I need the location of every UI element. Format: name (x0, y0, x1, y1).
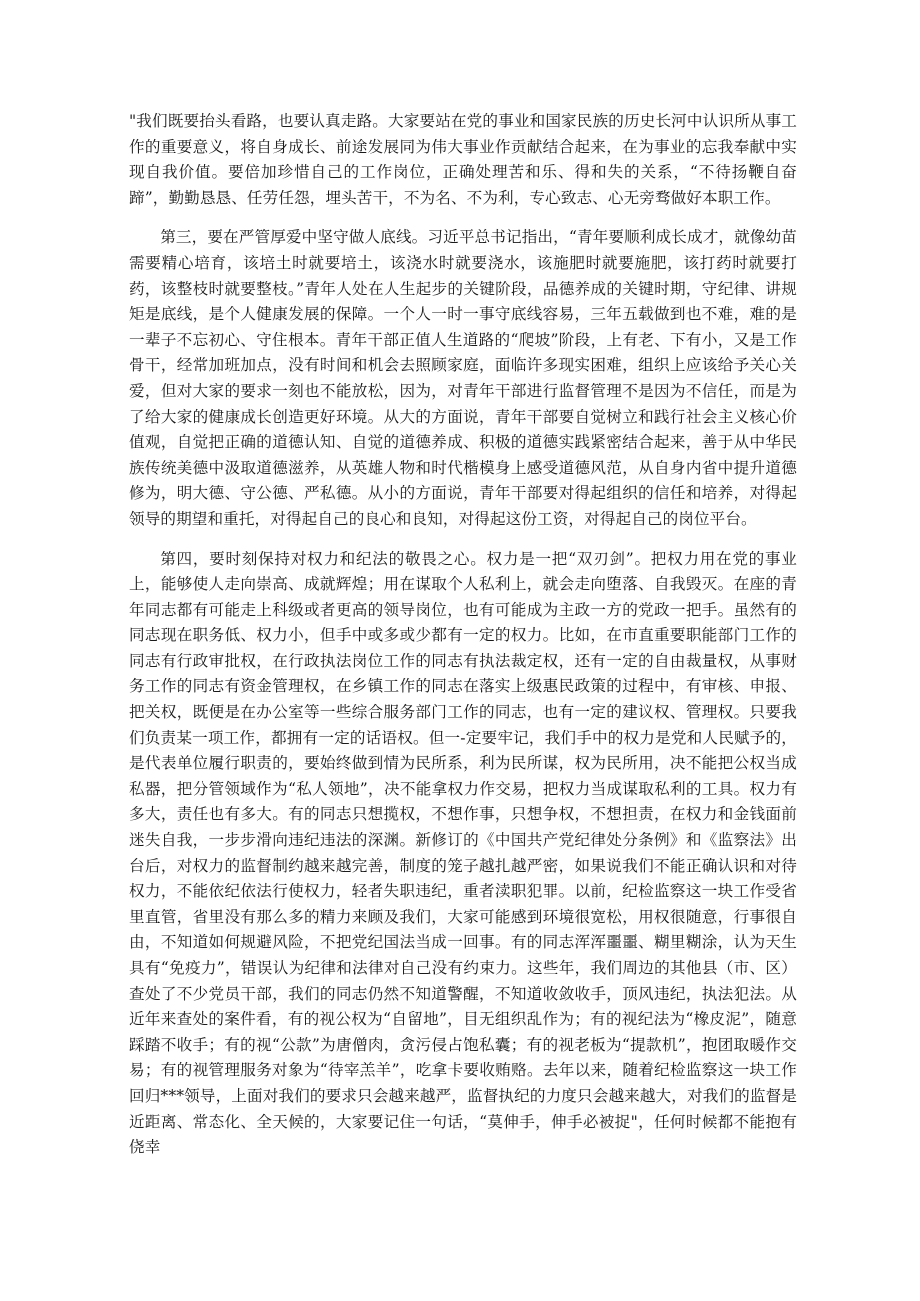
paragraph-fourth-point: 第四，要时刻保持对权力和纪法的敬畏之心。权力是一把“双刃剑”。把权力用在党的事业上，能够使人走向崇高、成就辉煌；用在谋取个人私利上，就会走向堕落、自我毁灭。在座的青年同志都有可能走上科级或者更高的领导岗位，也有可能成为主政一方的党政一把手。虽然有的同志现在职务低、权力小，但手中或多或少都有一定的权力。比如，在市直重要职能部门工作的同志有行政审批权，在行政执法岗位工作的同志有执法裁定权，还有一定的自由裁量权，从事财务工作的同志有资金管理权，在乡镇工作的同志在落实上级惠民政策的过程中，有审核、申报、把关权，既便是在办公室等一些综合服务部门工作的同志，也有一定的建议权、管理权。只要我们负责某一项工作，都拥有一定的话语权。但一-定要牢记，我们手中的权力是党和人民赋予的，是代表单位履行职责的，要始终做到情为民所系，利为民所谋，权为民所用，决不能把公权当成私器，把分管领域作为“私人领地”，决不能拿权力作交易，把权力当成谋取私利的工具。权力有多大，责任也有多大。有的同志只想揽权，不想作事，只想争权，不想担责，在权力和金钱面前迷失自我，一步步滑向违纪违法的深渊。新修订的《中国共产党纪律处分条例》和《监察法》出台后，对权力的监督制约越来越完善，制度的笼子越扎越严密，如果说我们不能正确认识和对待权力，不能依纪依法行使权力，轻者失职违纪，重者渎职犯罪。以前，纪检监察这一块工作受省里直管，省里没有那么多的精力来顾及我们，大家可能感到环境很宽松，用权很随意，行事很自由，不知道如何规避风险，不把党纪国法当成一回事。有的同志浑浑噩噩、糊里糊涂，认为天生具有“免疫力”，错误认为纪律和法律对自己没有约束力。这些年，我们周边的其他县（市、区）查处了不少党员干部，我们的同志仍然不知道警醒，不知道收敛收手，顶风违纪，执法犯法。从近年来查处的案件看，有的视公权为“自留地”，目无组织乱作为；有的视纪法为“橡皮泥”，随意踩踏不收手；有的视“公款”为唐僧肉，贪污侵占饱私囊；有的视老板为“提款机”，抱团取暖作交易；有的视管理服务对象为“待宰羔羊”，吃拿卡要收贿赂。去年以来，随着纪检监察这一块工作回归***领导，上面对我们的要求只会越来越严，监督执纪的力度只会越来越大，对我们的监督是近距离、常态化、全天候的，大家要记住一句话，“莫伸手，伸手必被捉"，任何时候都不能抱有侥幸 (129, 549, 797, 1157)
paragraph-third-point: 第三，要在严管厚爱中坚守做人底线。习近平总书记指出，“青年要顺利成长成才，就像幼苗需要精心培育，该培土时就要培土，该浇水时就要浇水，该施肥时就要施肥，该打药时就要打药，该整枝时就要整枝。”青年人处在人生起步的关键阶段，品德养成的关键时期，守纪律、讲规矩是底线，是个人健康发展的保障。一个人一时一事守底线容易，三年五载做到也不难，难的是一辈子不忘初心、守住根本。青年干部正值人生道路的“爬坡”阶段，上有老、下有小，又是工作骨干，经常加班加点，没有时间和机会去照顾家庭，面临许多现实困难，组织上应该给予关心关爱，但对大家的要求一刻也不能放松，因为，对青年干部进行监督管理不是因为不信任，而是为了给大家的健康成长创造更好环境。从大的方面说，青年干部要自觉树立和践行社会主义核心价值观，自觉把正确的道德认知、自觉的道德养成、积极的道德实践紧密结合起来，善于从中华民族传统美德中汲取道德滋养，从英雄人物和时代楷模身上感受道德风范，从自身内省中提升道德修为，明大德、守公德、严私德。从小的方面说，青年干部要对得起组织的信任和培养，对得起领导的期望和重托，对得起自己的良心和良知，对得起这份工资，对得起自己的岗位平台。 (129, 228, 797, 528)
document-body (129, 109, 797, 1175)
paragraph-continuation: "我们既要抬头看路，也要认真走路。大家要站在党的事业和国家民族的历史长河中认识所从事工作的重要意义，将自身成长、前途发展同为伟大事业作贡献结合起来，在为事业的忘我奉献中实现自我价值。要倍加珍惜自己的工作岗位，正确处理苦和乐、得和失的关系，“不待扬鞭自奋蹄”，勤勤恳恳、任劳任怨，埋头苦干，不为名、不为利，专心致志、心无旁骛做好本职工作。 (129, 112, 797, 207)
